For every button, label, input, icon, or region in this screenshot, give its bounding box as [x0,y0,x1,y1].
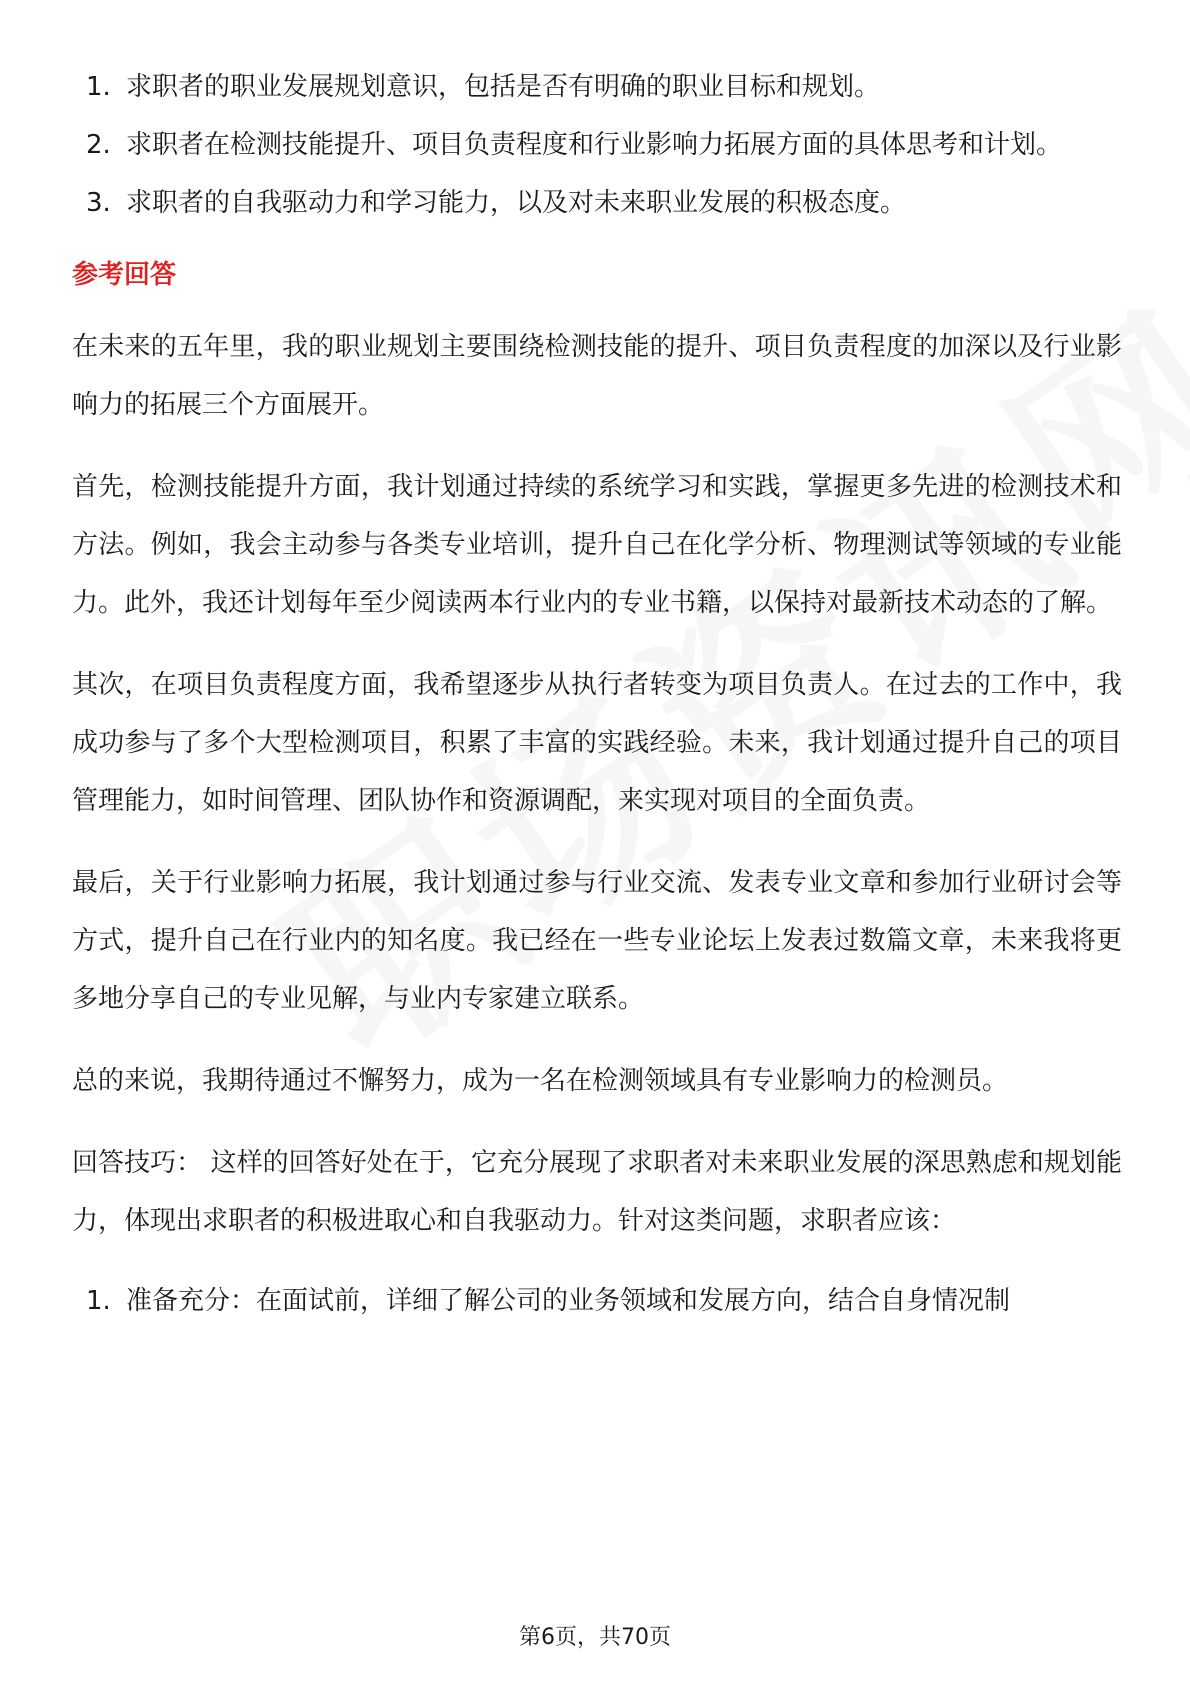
list-item [72,58,1122,116]
list-item [72,1272,1122,1330]
tips-list [72,1272,1122,1330]
paragraph: 首先，检测技能提升方面，我计划通过持续的系统学习和实践，掌握更多先进的检测技术和方法。例如，我会主动参与各类专业培训，提升自己在化学分析、物理测试等领域的专业能力。此外，我还计划每年至少阅读两本行业内的专业书籍，以保持对最新技术动态的了解。 [72,472,1122,618]
list-item [72,116,1122,174]
list-item [72,174,1122,232]
list-number: 1. [86,72,111,102]
paragraph: 最后，关于行业影响力拓展，我计划通过参与行业交流、发表专业文章和参加行业研讨会等方式，提升自己在行业内的知名度。我已经在一些专业论坛上发表过数篇文章，未来我将更多地分享自己的专业见解，与业内专家建立联系。 [72,868,1122,1014]
section-title: 参考回答 [72,260,177,290]
list-text: 准备充分：在面试前，详细了解公司的业务领域和发展方向，结合自身情况制 [126,1286,1011,1316]
list-text: 求职者在检测技能提升、项目负责程度和行业影响力拓展方面的具体思考和计划。 [126,130,1063,160]
list-number: 3. [86,188,111,218]
paragraph: 在未来的五年里，我的职业规划主要围绕检测技能的提升、项目负责程度的加深以及行业影响力的拓展三个方面展开。 [72,332,1122,420]
intro-list [72,58,1122,232]
list-number: 2. [86,130,111,160]
list-number: 1. [86,1286,111,1316]
paragraph: 总的来说，我期待通过不懈努力，成为一名在检测领域具有专业影响力的检测员。 [72,1066,1009,1096]
page-footer: 第6页，共70页 [519,1625,671,1650]
list-text: 求职者的职业发展规划意识，包括是否有明确的职业目标和规划。 [126,72,881,102]
paragraph: 回答技巧： 这样的回答好处在于，它充分展现了求职者对未来职业发展的深思熟虑和规划能力，体现出求职者的积极进取心和自我驱动力。针对这类问题，求职者应该： [72,1148,1122,1236]
list-text: 求职者的自我驱动力和学习能力，以及对未来职业发展的积极态度。 [126,188,907,218]
document-page [72,58,1122,1330]
paragraph: 其次，在项目负责程度方面，我希望逐步从执行者转变为项目负责人。在过去的工作中，我成功参与了多个大型检测项目，积累了丰富的实践经验。未来，我计划通过提升自己的项目管理能力，如时间管理、团队协作和资源调配，来实现对项目的全面负责。 [72,670,1122,816]
